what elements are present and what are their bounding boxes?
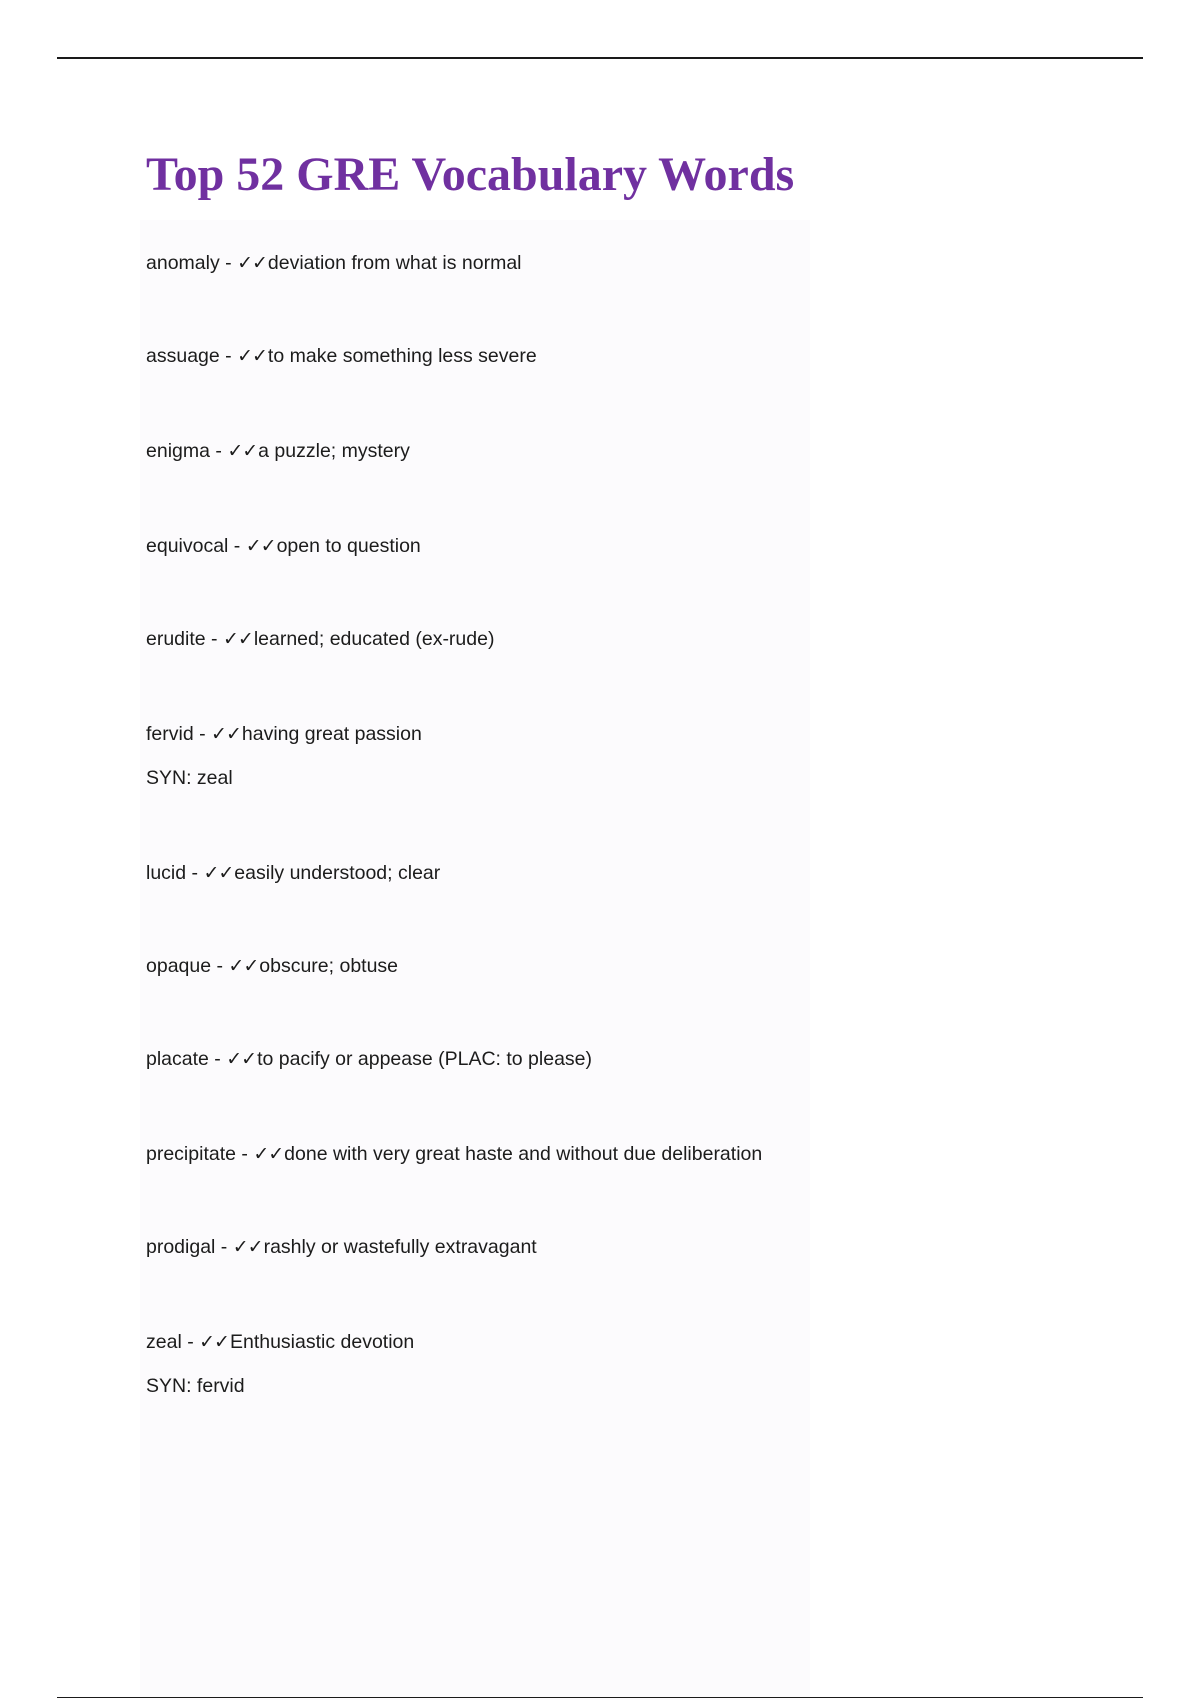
entry-separator: - [193, 723, 212, 745]
entry-term: lucid [146, 862, 187, 884]
entry-definition: easily understood; clear [234, 862, 441, 884]
vocab-entry-erudite [146, 626, 494, 652]
entry-line [146, 250, 522, 276]
entry-definition: learned; educated (ex-rude) [253, 628, 495, 650]
entry-line [146, 1046, 592, 1072]
entry-term: anomaly [146, 252, 220, 274]
top-rule [57, 57, 1143, 59]
entry-line [146, 533, 421, 559]
entry-term: erudite [146, 628, 206, 650]
double-check-icon: ✓✓ [237, 345, 267, 367]
double-check-icon: ✓✓ [245, 535, 276, 557]
entry-term: assuage [146, 345, 220, 367]
entry-line [146, 953, 398, 979]
vocab-entry-equivocal [146, 533, 421, 559]
vocab-entry-precipitate [146, 1141, 762, 1167]
double-check-icon: ✓✓ [237, 252, 267, 274]
entry-separator: - [186, 862, 204, 884]
entry-definition: obscure; obtuse [259, 955, 399, 977]
double-check-icon: ✓✓ [227, 440, 258, 462]
document-title: Top 52 GRE Vocabulary Words [146, 148, 795, 201]
entry-synonym: SYN: fervid [146, 1375, 245, 1397]
vocab-entry-opaque [146, 953, 398, 979]
entry-line [146, 438, 410, 464]
entry-definition: to make something less severe [267, 345, 537, 367]
entry-term: fervid [146, 723, 194, 745]
vocab-entry-fervid [146, 721, 422, 791]
double-check-icon: ✓✓ [226, 1048, 257, 1070]
entry-definition: done with very great haste and without due deliberation [284, 1143, 763, 1165]
vocab-entry-enigma [146, 438, 410, 464]
entry-term: placate [146, 1048, 209, 1070]
double-check-icon: ✓✓ [232, 1236, 263, 1258]
vocab-entry-assuage [146, 343, 537, 369]
entry-separator: - [215, 1236, 233, 1258]
entry-separator: - [219, 252, 238, 274]
double-check-icon: ✓✓ [211, 723, 241, 745]
entry-definition: deviation from what is normal [267, 252, 522, 274]
double-check-icon: ✓✓ [222, 628, 253, 650]
entry-line [146, 1329, 414, 1355]
entry-term: prodigal [146, 1236, 216, 1258]
entry-synonym: SYN: zeal [146, 767, 233, 789]
entry-separator: - [235, 1143, 254, 1165]
entry-separator: - [181, 1331, 200, 1353]
entry-definition: to pacify or appease (PLAC: to please) [257, 1048, 593, 1070]
vocab-entry-zeal [146, 1329, 414, 1399]
bottom-rule [57, 1697, 1143, 1698]
entry-separator: - [228, 535, 246, 557]
entry-term: zeal [146, 1331, 182, 1353]
entry-line [146, 343, 537, 369]
entry-line [146, 1234, 537, 1260]
double-check-icon: ✓✓ [199, 1331, 229, 1353]
entry-definition: having great passion [241, 723, 422, 745]
vocab-entry-lucid [146, 860, 440, 886]
entry-separator: - [219, 345, 238, 367]
entry-definition: rashly or wastefully extravagant [263, 1236, 537, 1258]
double-check-icon: ✓✓ [228, 955, 259, 977]
entry-term: opaque [146, 955, 212, 977]
entry-definition: a puzzle; mystery [258, 440, 410, 462]
entry-definition: Enthusiastic devotion [229, 1331, 415, 1353]
entry-line [146, 1141, 762, 1167]
entry-separator: - [209, 440, 228, 462]
vocab-entry-placate [146, 1046, 592, 1072]
vocab-entry-prodigal [146, 1234, 537, 1260]
entry-term: enigma [146, 440, 210, 462]
entry-term: equivocal [146, 535, 229, 557]
vocab-entry-anomaly [146, 250, 522, 276]
entry-line [146, 860, 440, 886]
entry-definition: open to question [276, 535, 421, 557]
entry-separator: - [208, 1048, 227, 1070]
entry-line [146, 626, 494, 652]
entry-separator: - [205, 628, 223, 650]
entry-separator: - [211, 955, 229, 977]
double-check-icon: ✓✓ [203, 862, 234, 884]
entry-term: precipitate [146, 1143, 236, 1165]
entry-line [146, 721, 422, 747]
double-check-icon: ✓✓ [253, 1143, 284, 1165]
